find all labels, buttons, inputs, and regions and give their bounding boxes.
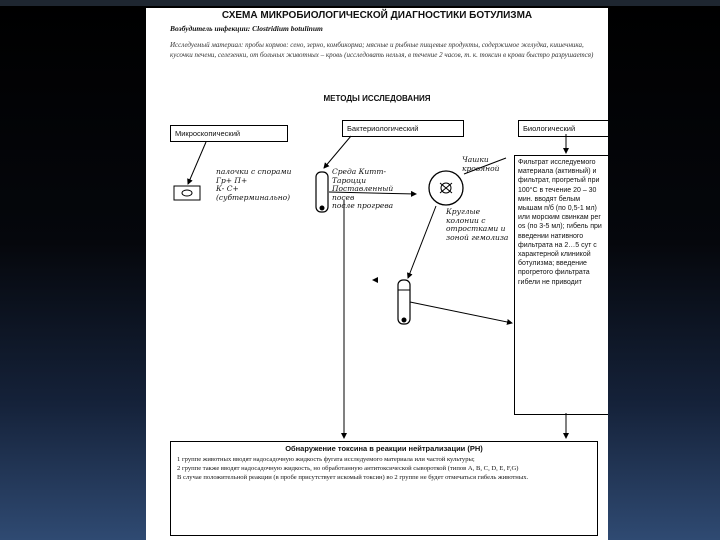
bact-handwritten-note: Среда Китт-Тароцци Поставленный посев после прогрева [332,167,394,210]
material-paragraph: Исследуемый материал: пробы кормов: сено, зерно, комбикорма; мясные и рыбные пищевые продукты, содержимое желудка, кишечника, кусочки печени, селезенки, от больных животных – кровь (исследовать нельзя, в течение 2 часов, т. к. токсин в крови быстро разрушается) [170,41,594,59]
neutralization-title: Обнаружение токсина в реакции нейтрализации (РН) [285,444,483,453]
neutralization-box [170,441,598,536]
methods-heading: МЕТОДЫ ИССЛЕДОВАНИЯ [323,94,431,103]
neutralization-line-1: 1 группе животных вводят надосадочную жидкость фугата исследуемого материала или частой культуры; [177,456,475,463]
method-label-biological: Биологический [523,124,576,133]
slide-top-stripe [0,0,720,6]
neutralization-line-3: В случае положительной реакции (в пробе присутствует искомый токсин) во 2 группе не будет отмечаться гибель животных. [177,474,529,481]
method-label-microscopic: Микроскопический [175,129,241,138]
agent-line: Возбудитель инфекции: Clostridium botulinum [170,24,323,33]
scheme-title: СХЕМА МИКРОБИОЛОГИЧЕСКОЙ ДИАГНОСТИКИ БОТУЛИЗМА [221,10,533,21]
colony-top-note: Чашки кровяной [462,155,500,173]
biological-description-text: Фильтрат исследуемого материала (активный) и фильтрат, прогретый при 100°С в течение 20 – 30 мин. вводят белым мышам п/б (по 0,5-1 мл) или морским свинкам per os (по 3-5 мл); гибель при введении нативного фильтрата на 2…5 сут с характерной клиникой ботулизма; введение прогретого фильтрата гибели не приводит [518,159,602,286]
document-page [146,8,608,540]
test-tube-2-icon [398,280,410,324]
neutralization-line-2: 2 группе также вводят надосадочную жидкость, но обработанную антитоксической сывороткой (типов A, B, C, D, E, F,G) [177,465,519,472]
colony-handwritten-note: Круглые колонии с отростками и зоной гемолиза [446,207,509,242]
method-label-bacteriological: Бактериологический [347,124,419,133]
microscope-slide-icon [174,186,200,200]
micro-handwritten-note: палочки с спорами Гр+ П+ К- С+ (субтерминально) [216,167,292,202]
